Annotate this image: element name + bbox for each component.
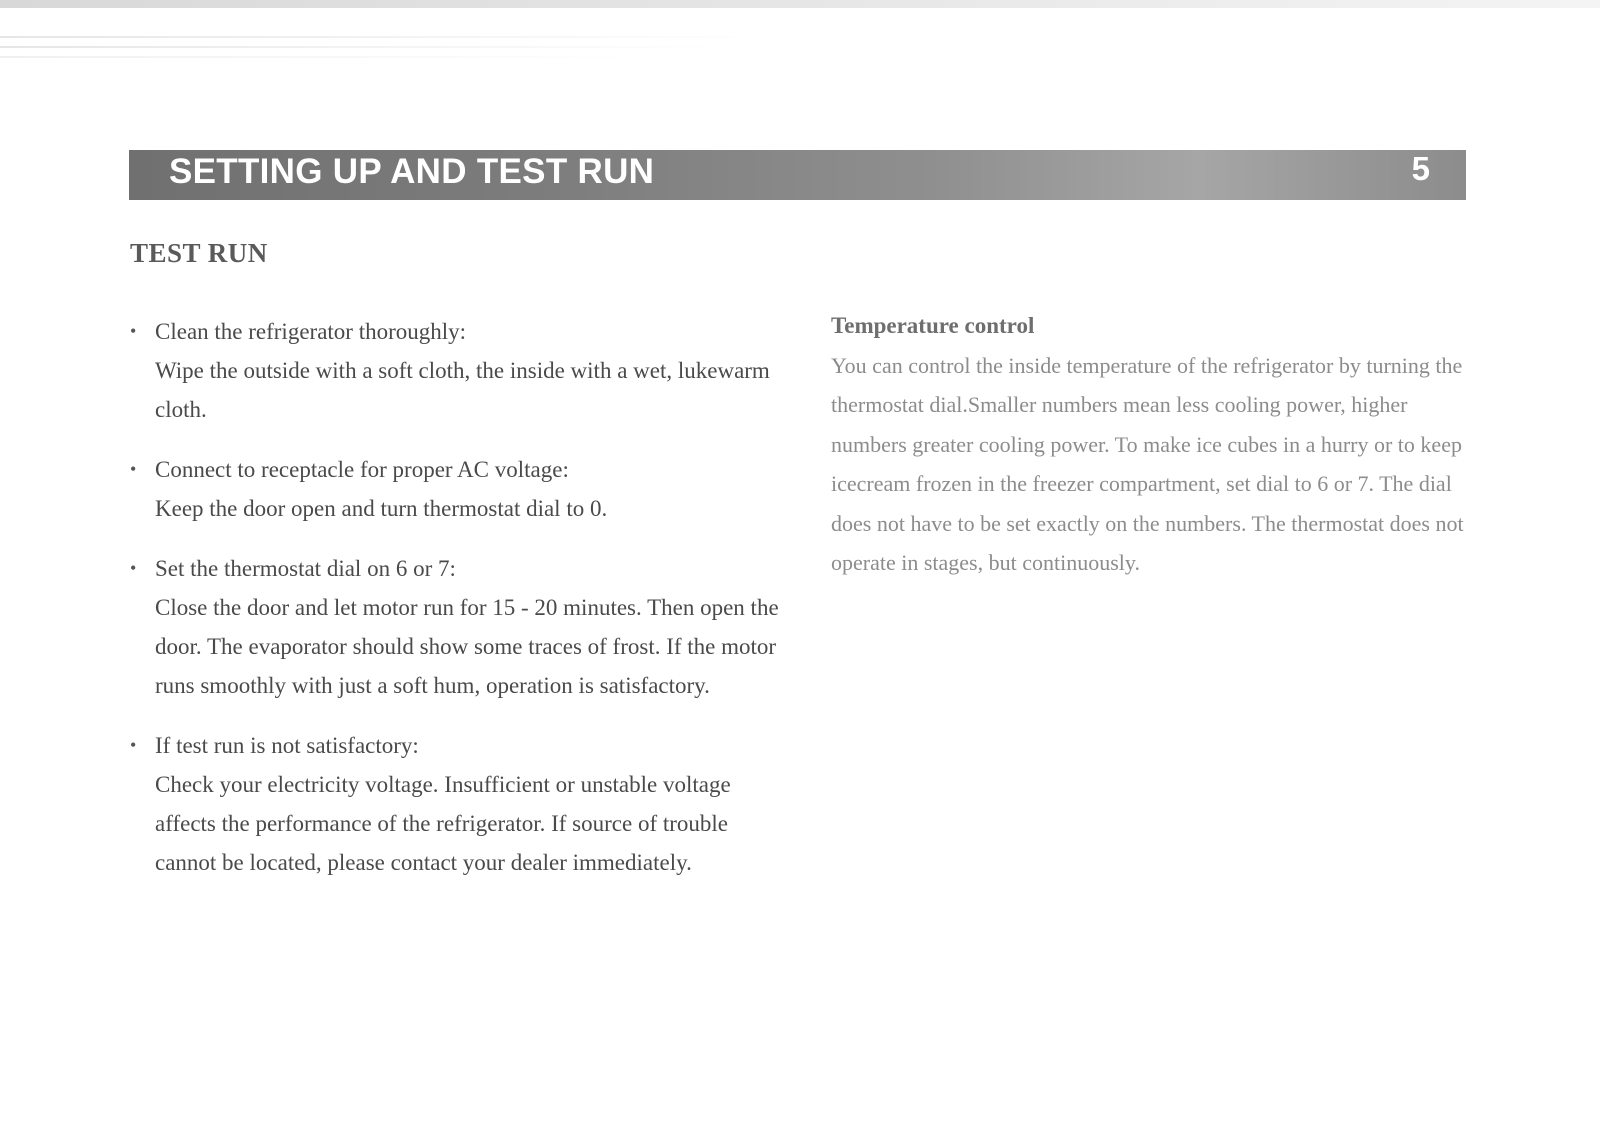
bullet: • xyxy=(130,459,137,479)
item-body: Wipe the outside with a soft cloth, the inside with a wet, lukewarm cloth. xyxy=(155,358,770,422)
bullet: • xyxy=(130,558,137,578)
item-heading: Connect to receptacle for proper AC voltage: xyxy=(155,457,569,482)
list-item xyxy=(130,549,790,705)
section-heading: TEST RUN xyxy=(130,238,268,268)
list-item xyxy=(130,312,790,429)
item-body: Close the door and let motor run for 15 - 20 minutes. Then open the door. The evaporator should show some traces of frost. If the motor runs smoothly with just a soft hum, operation is satisfactory. xyxy=(155,595,779,698)
temperature-control-heading: Temperature control xyxy=(831,313,1035,338)
temperature-control-section xyxy=(831,306,1471,583)
item-body: Keep the door open and turn thermostat dial to 0. xyxy=(155,496,608,521)
temperature-control-body: You can control the inside temperature of the refrigerator by turning the thermostat dial.Smaller numbers mean less cooling power, higher numbers greater cooling power. To make ice cubes in a hurry or to keep icecream frozen in the freezer compartment, set dial to 6 or 7. The dial does not have to be set exactly on the numbers. The thermostat does not operate in stages, but continuously. xyxy=(831,352,1464,575)
scan-streak xyxy=(0,56,640,58)
item-heading: If test run is not satisfactory: xyxy=(155,733,419,758)
list-item xyxy=(130,726,790,882)
scan-streak xyxy=(0,46,720,48)
test-run-list xyxy=(130,312,790,903)
scan-streak xyxy=(0,36,780,38)
page-number: 5 xyxy=(1411,150,1430,187)
section-header-title: SETTING UP AND TEST RUN xyxy=(169,152,655,191)
page-top-edge xyxy=(0,0,1600,8)
item-heading: Clean the refrigerator thoroughly: xyxy=(155,319,467,344)
item-heading: Set the thermostat dial on 6 or 7: xyxy=(155,556,456,581)
bullet: • xyxy=(130,735,137,755)
item-body: Check your electricity voltage. Insufficient or unstable voltage affects the performance of the refrigerator. If source of trouble cannot be located, please contact your dealer immediately. xyxy=(155,772,731,875)
list-item xyxy=(130,450,790,528)
section-header-bar xyxy=(129,150,1466,200)
bullet: • xyxy=(130,321,137,341)
